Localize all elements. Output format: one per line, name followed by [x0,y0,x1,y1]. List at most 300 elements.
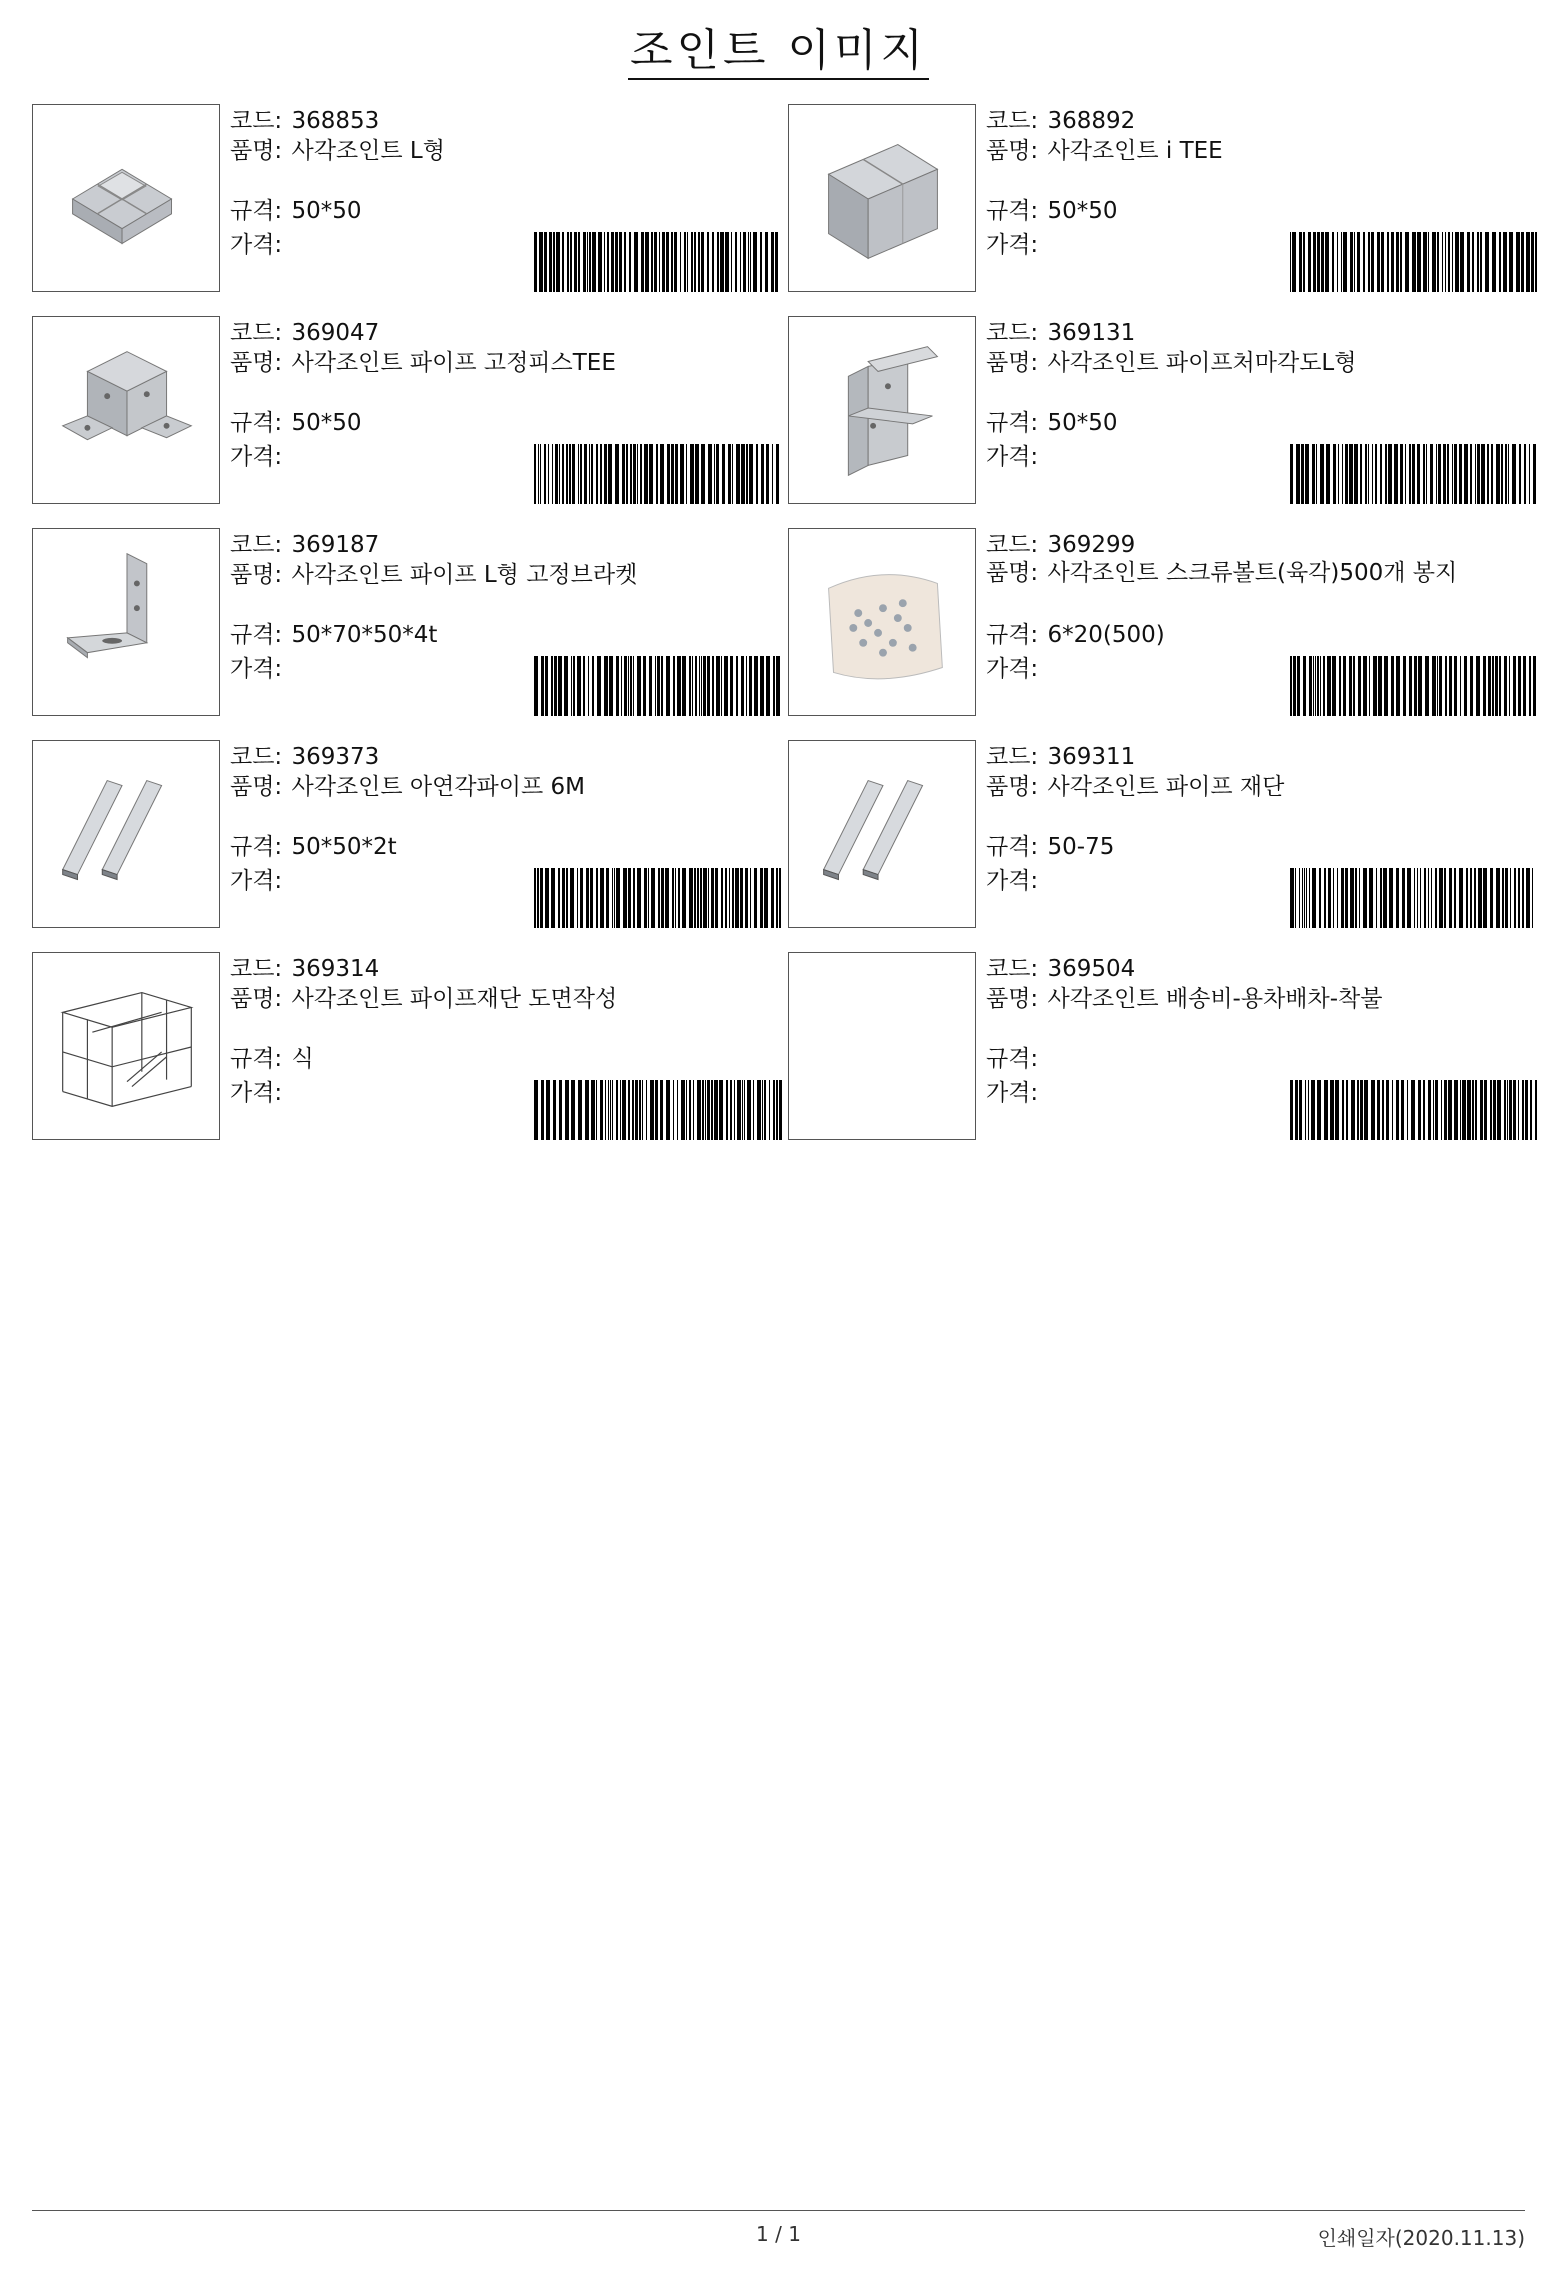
barcode-bar [675,868,676,928]
barcode-bar [1504,1080,1506,1140]
barcode-bar [648,868,649,928]
barcode-bar [1428,868,1429,928]
barcode-bar [1470,868,1472,928]
barcode-bar [1339,656,1341,716]
product-image [32,316,220,504]
barcode-bar [675,444,678,504]
barcode-bar [1522,1080,1524,1140]
barcode-bar [769,1080,770,1140]
barcode-bar [1302,868,1303,928]
barcode-bar [1338,444,1339,504]
barcode-bar [1513,656,1516,716]
barcode-bar [735,868,739,928]
barcode-bar [731,232,732,292]
barcode-bar [1480,232,1482,292]
barcode-bar [552,444,553,504]
barcode-bar [1316,444,1317,504]
barcode-bar [1418,1080,1421,1140]
barcode-bar [1470,444,1472,504]
barcode-bar [695,444,699,504]
barcode-bar [677,656,681,716]
barcode-bar [1460,232,1464,292]
barcode-bar [578,444,579,504]
barcode-bar [559,444,560,504]
barcode-bar [775,232,778,292]
product-card [788,316,1538,506]
barcode-bar [1448,232,1450,292]
barcode-bar [1454,656,1457,716]
barcode-bar [745,868,748,928]
barcode-bar [673,1080,674,1140]
barcode-bar [707,1080,710,1140]
barcode-bar [1414,868,1415,928]
barcode-bar [540,444,541,504]
spec-label: 규격: [230,834,283,860]
barcode-bar [726,1080,728,1140]
barcode-bar [584,444,587,504]
barcode-bar [732,868,734,928]
barcode-bar [1332,656,1336,716]
barcode-bar [544,232,547,292]
barcode-bar [1414,656,1417,716]
barcode-bar [1290,656,1292,716]
barcode-bar [1438,444,1441,504]
barcode-bar [1371,232,1374,292]
barcode-bar [650,1080,654,1140]
barcode-bar [591,1080,595,1140]
barcode-bar [1349,656,1352,716]
barcode-bar [737,1080,741,1140]
barcode-bar [644,868,647,928]
barcode-bar [551,656,553,716]
barcode-bar [765,232,768,292]
barcode-bar [1518,656,1521,716]
barcode-bar [1405,444,1406,504]
barcode-bar [779,1080,782,1140]
barcode-bar [589,232,591,292]
barcode-bar [1312,444,1315,504]
barcode-bar [1443,444,1446,504]
barcode-bar [604,444,607,504]
name-label: 품명: [230,138,283,164]
barcode-bar [654,232,657,292]
barcode-bar [1357,232,1360,292]
barcode-bar [1439,868,1443,928]
barcode-bar [1337,868,1338,928]
barcode-bar [566,868,568,928]
product-card [788,528,1538,718]
barcode-bar [554,656,557,716]
barcode-bar [776,656,780,716]
barcode-bar [730,1080,732,1140]
barcode-bar [701,232,704,292]
barcode-bar [1492,232,1496,292]
barcode-bar [1304,868,1305,928]
barcode-bar [544,444,546,504]
barcode-bar [1387,232,1389,292]
spec-label: 규격: [986,622,1039,648]
barcode-bar [1363,656,1367,716]
price-label: 가격: [986,1080,1039,1106]
barcode [1290,656,1538,716]
barcode-bar [1530,1080,1532,1140]
barcode-bar [632,1080,634,1140]
barcode-bar [771,232,774,292]
name-label: 품명: [230,350,283,376]
square-joint-l-icon [33,105,219,291]
barcode-bar [729,868,730,928]
barcode-bar [728,444,731,504]
barcode-bar [741,656,744,716]
barcode-bar [1306,868,1307,928]
barcode-bar [540,868,543,928]
product-code: 369373 [291,744,380,770]
barcode-bar [699,656,700,716]
barcode-bar [707,656,710,716]
barcode-bar [764,868,768,928]
barcode-bar [700,868,702,928]
barcode-bar [1516,232,1520,292]
product-code: 369187 [291,532,380,558]
barcode-bar [1437,232,1439,292]
barcode-bar [1392,1080,1393,1140]
barcode-bar [1353,656,1355,716]
barcode-bar [1454,1080,1458,1140]
barcode-bar [600,1080,603,1140]
barcode-bar [682,868,686,928]
barcode-bar [1369,868,1373,928]
barcode-bar [712,656,714,716]
barcode-bar [1388,444,1392,504]
barcode-bar [645,232,649,292]
barcode-bar [1296,444,1300,504]
barcode-bar [640,444,642,504]
barcode-bar [711,1080,713,1140]
barcode-bar [1412,232,1416,292]
barcode-bar [1321,232,1324,292]
price-label: 가격: [986,444,1039,470]
barcode-bar [639,1080,641,1140]
product-card [32,952,782,1142]
barcode-bar [1346,1080,1348,1140]
price-label: 가격: [230,656,283,682]
barcode [1290,1080,1538,1140]
code-label: 코드: [230,744,283,770]
barcode-bar [587,232,588,292]
barcode-bar [1337,232,1338,292]
product-card [32,740,782,930]
barcode-bar [661,868,664,928]
barcode-bar [545,868,549,928]
barcode-bar [1417,444,1420,504]
barcode-bar [1477,444,1480,504]
l-bracket-icon [33,529,219,715]
barcode-bar [687,232,688,292]
barcode-bar [1342,444,1343,504]
barcode-bar [630,444,632,504]
price-label: 가격: [230,444,283,470]
barcode-bar [622,1080,626,1140]
barcode-bar [1324,868,1326,928]
barcode-bar [562,232,564,292]
barcode-bar [1345,868,1348,928]
screw-bag-icon [789,529,975,715]
barcode-bar [1529,656,1531,716]
product-image-empty [788,952,976,1140]
barcode-bar [692,656,693,716]
barcode-bar [1529,444,1530,504]
barcode-bar [1432,656,1436,716]
barcode-bar [1518,868,1520,928]
barcode-bar [708,444,712,504]
barcode-bar [1481,444,1485,504]
barcode-bar [1509,656,1510,716]
barcode-bar [597,656,601,716]
barcode-bar [744,1080,745,1140]
barcode-bar [1411,1080,1415,1140]
barcode-bar [1343,656,1346,716]
barcode-bar [1368,232,1370,292]
barcode-bar [1478,868,1482,928]
barcode-bar [694,868,696,928]
product-image [788,104,976,292]
barcode-bar [537,868,539,928]
barcode-bar [711,868,714,928]
barcode-bar [1484,1080,1487,1140]
barcode-bar [1308,1080,1309,1140]
barcode-bar [558,868,560,928]
barcode-bar [1301,444,1304,504]
spec-label: 규격: [230,622,283,648]
barcode-bar [633,656,634,716]
barcode-bar [589,444,590,504]
barcode-bar [655,656,656,716]
barcode-bar [666,1080,670,1140]
code-label: 코드: [230,532,283,558]
barcode-bar [1409,656,1412,716]
barcode-bar [534,232,537,292]
product-code: 369131 [1047,320,1136,346]
spec-label: 규격: [986,410,1039,436]
code-label: 코드: [986,744,1039,770]
barcode-bar [1454,444,1457,504]
price-label: 가격: [986,232,1039,258]
spec-label: 규격: [230,1046,283,1072]
product-name: 사각조인트 L형 [291,138,445,164]
barcode-bar [753,1080,754,1140]
barcode-bar [1533,656,1536,716]
barcode-bar [1385,444,1387,504]
barcode-bar [1401,1080,1404,1140]
barcode-bar [549,232,552,292]
barcode-bar [1523,656,1526,716]
barcode-bar [717,232,719,292]
barcode-bar [1351,1080,1355,1140]
barcode-bar [1373,656,1377,716]
barcode-bar [1504,656,1507,716]
barcode-bar [635,1080,638,1140]
barcode-bar [776,444,779,504]
barcode-bar [1433,1080,1434,1140]
barcode-bar [1423,232,1427,292]
barcode-bar [1317,232,1320,292]
product-spec: 50*50 [291,198,362,224]
barcode-bar [558,656,562,716]
barcode-bar [1328,868,1331,928]
barcode-bar [750,232,751,292]
barcode-bar [585,1080,589,1140]
barcode-bar [1447,444,1449,504]
barcode-bar [1383,868,1387,928]
barcode-bar [746,656,747,716]
barcode-bar [1299,868,1300,928]
barcode-bar [1290,1080,1293,1140]
barcode-bar [1444,868,1446,928]
code-label: 코드: [230,108,283,134]
barcode-bar [578,232,580,292]
barcode-bar [616,868,620,928]
barcode-bar [760,232,762,292]
barcode-bar [637,656,641,716]
barcode-bar [571,656,572,716]
barcode-bar [1355,868,1357,928]
barcode-bar [649,444,653,504]
barcode-bar [1452,444,1453,504]
barcode-bar [1449,656,1452,716]
barcode-bar [1358,656,1361,716]
barcode-bar [1333,868,1334,928]
barcode-bar [1377,232,1380,292]
product-image [788,316,976,504]
barcode-bar [1420,868,1421,928]
name-label: 품명: [986,986,1039,1012]
product-spec: 50*70*50*4t [291,622,438,648]
barcode-bar [689,1080,691,1140]
barcode-bar [1522,868,1524,928]
barcode-bar [1317,1080,1321,1140]
barcode-bar [1357,1080,1359,1140]
barcode-bar [1480,1080,1483,1140]
barcode-bar [1455,232,1459,292]
square-pipe-cut-icon [789,741,975,927]
product-code: 369314 [291,956,380,982]
product-code: 368853 [291,108,380,134]
barcode-bar [1492,656,1494,716]
barcode-bar [678,868,680,928]
barcode-bar [1384,656,1388,716]
barcode-bar [734,1080,735,1140]
barcode-bar [1369,656,1370,716]
barcode-bar [629,232,631,292]
barcode-bar [666,656,670,716]
barcode-bar [681,1080,685,1140]
barcode-bar [590,868,593,928]
barcode-bar [746,444,748,504]
barcode-bar [649,656,652,716]
barcode-bar [571,1080,575,1140]
barcode-bar [722,444,725,504]
barcode-bar [1432,232,1436,292]
barcode-bar [541,656,544,716]
product-code: 368892 [1047,108,1136,134]
barcode-bar [1488,656,1491,716]
barcode-bar [1521,232,1524,292]
barcode-bar [771,868,774,928]
barcode-bar [619,232,622,292]
barcode-bar [1309,868,1310,928]
product-code: 369504 [1047,956,1136,982]
barcode-bar [693,1080,694,1140]
barcode-bar [689,868,693,928]
barcode-bar [1365,444,1367,504]
barcode-bar [1470,656,1473,716]
barcode-bar [1327,656,1331,716]
barcode-bar [686,1080,687,1140]
barcode-bar [1490,1080,1492,1140]
barcode-bar [614,868,615,928]
barcode-bar [724,656,728,716]
barcode [534,868,782,928]
barcode-bar [596,1080,597,1140]
price-label: 가격: [230,232,283,258]
barcode-bar [740,868,743,928]
barcode-bar [1405,232,1409,292]
barcode-bar [667,444,670,504]
product-name: 사각조인트 아연각파이프 6M [291,774,585,800]
barcode-bar [1441,1080,1442,1140]
barcode-bar [1417,868,1418,928]
barcode-bar [1467,1080,1471,1140]
barcode-bar [566,444,568,504]
barcode-bar [1293,656,1296,716]
spec-label: 규격: [230,198,283,224]
barcode-bar [749,444,753,504]
barcode-bar [634,232,638,292]
barcode-bar [766,656,770,716]
product-code: 369047 [291,320,380,346]
barcode-bar [1350,868,1354,928]
barcode-bar [1483,656,1486,716]
barcode-bar [1454,868,1456,928]
barcode-bar [1396,656,1400,716]
name-label: 품명: [230,986,283,1012]
barcode-bar [684,232,686,292]
product-name: 사각조인트 파이프 재단 [1047,774,1285,800]
barcode-bar [615,444,619,504]
barcode-bar [1445,232,1446,292]
barcode-bar [1389,868,1393,928]
name-label: 품명: [230,562,283,588]
barcode-bar [1313,656,1314,716]
eave-angle-l-icon [789,317,975,503]
barcode-bar [1396,1080,1399,1140]
barcode-bar [1400,232,1402,292]
barcode-bar [600,444,602,504]
barcode-bar [690,444,694,504]
barcode-bar [701,444,705,504]
barcode-bar [1444,1080,1447,1140]
fixing-piece-tee-icon [33,317,219,503]
barcode-bar [1439,656,1442,716]
barcode-bar [1472,1080,1474,1140]
barcode-bar [680,232,681,292]
barcode-bar [1290,232,1291,292]
barcode-bar [760,868,763,928]
barcode-bar [1376,868,1377,928]
barcode-bar [637,868,641,928]
barcode-bar [545,656,548,716]
barcode-bar [562,868,565,928]
